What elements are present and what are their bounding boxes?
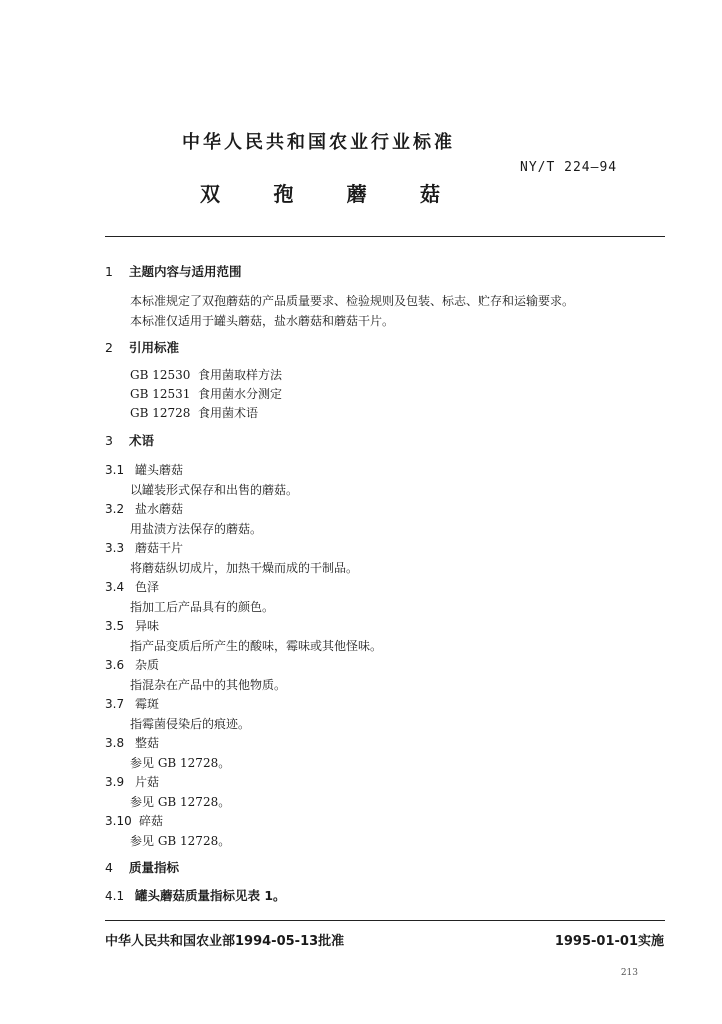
reference-item [130, 385, 282, 402]
term-heading [105, 695, 159, 712]
subsection-text: 罐头蘑菇质量指标见表 1。 [135, 888, 286, 903]
term-name: 片菇 [135, 775, 160, 789]
approval-date: 中华人民共和国农业部1994-05-13批准 [105, 934, 345, 949]
term-heading [105, 578, 159, 595]
term-definition: 指加工后产品具有的颜色。 [130, 600, 275, 614]
term-definition: 指混杂在产品中的其他物质。 [130, 678, 287, 692]
reference-code: GB 12530 [130, 368, 191, 382]
term-definition: 指霉菌侵染后的痕迹。 [130, 717, 251, 731]
header-rule [105, 236, 665, 237]
term-number: 3.8 [105, 736, 125, 750]
term-name: 蘑菇干片 [135, 541, 184, 555]
standard-header: 中华人民共和国农业行业标准 [182, 132, 455, 153]
section-3-heading [105, 431, 154, 449]
term-name: 色泽 [135, 580, 160, 594]
term-name: 异味 [135, 619, 160, 633]
section-title: 质量指标 [129, 860, 180, 875]
term-heading [105, 461, 183, 478]
section-number: 2 [105, 340, 113, 355]
reference-name: 食用菌术语 [198, 406, 259, 420]
term-number: 3.1 [105, 463, 125, 477]
term-number: 3.2 [105, 502, 125, 516]
section-4-heading [105, 858, 179, 876]
reference-code: GB 12531 [130, 387, 191, 401]
term-definition: 参见 GB 12728。 [130, 834, 231, 848]
term-name: 整菇 [135, 736, 160, 750]
term-number: 3.3 [105, 541, 125, 555]
term-name: 碎菇 [139, 814, 164, 828]
subsection-number: 4.1 [105, 889, 125, 903]
term-name: 杂质 [135, 658, 160, 672]
term-heading [105, 812, 163, 829]
term-number: 3.10 [105, 814, 132, 828]
term-heading [105, 734, 159, 751]
term-number: 3.4 [105, 580, 125, 594]
subsection-4-1 [105, 886, 286, 904]
term-definition: 以罐装形式保存和出售的蘑菇。 [130, 483, 299, 497]
section-title: 主题内容与适用范围 [129, 264, 242, 279]
term-number: 3.7 [105, 697, 125, 711]
reference-item [130, 366, 282, 383]
term-number: 3.6 [105, 658, 125, 672]
term-heading [105, 500, 183, 517]
term-number: 3.9 [105, 775, 125, 789]
section-number: 1 [105, 264, 113, 279]
term-definition: 指产品变质后所产生的酸味，霉味或其他怪味。 [130, 639, 383, 653]
term-name: 盐水蘑菇 [135, 502, 184, 516]
term-heading [105, 617, 159, 634]
reference-name: 食用菌水分测定 [198, 387, 283, 401]
reference-code: GB 12728 [130, 406, 191, 420]
section-number: 3 [105, 433, 113, 448]
paragraph: 本标准仅适用于罐头蘑菇，盐水蘑菇和蘑菇干片。 [130, 314, 395, 328]
reference-name: 食用菌取样方法 [198, 368, 283, 382]
title-char: 孢 [273, 182, 294, 206]
term-name: 霉斑 [135, 697, 160, 711]
term-number: 3.5 [105, 619, 125, 633]
section-title: 术语 [129, 433, 155, 448]
term-definition: 参见 GB 12728。 [130, 756, 231, 770]
title-char: 蘑 [346, 182, 367, 206]
title-char: 菇 [419, 182, 440, 206]
term-heading [105, 773, 159, 790]
page-number: 213 [620, 968, 638, 978]
reference-item [130, 404, 258, 421]
footer-rule [105, 920, 665, 921]
term-definition: 参见 GB 12728。 [130, 795, 231, 809]
standard-code: NY/T 224—94 [520, 160, 618, 175]
document-title [200, 178, 440, 207]
term-name: 罐头蘑菇 [135, 463, 184, 477]
section-title: 引用标准 [129, 340, 180, 355]
term-heading [105, 656, 159, 673]
effective-date: 1995-01-01实施 [554, 934, 664, 949]
section-1-heading [105, 262, 242, 280]
section-number: 4 [105, 860, 113, 875]
term-definition: 将蘑菇纵切成片，加热干燥而成的干制品。 [130, 561, 359, 575]
term-heading [105, 539, 183, 556]
title-char: 双 [200, 182, 220, 206]
term-definition: 用盐渍方法保存的蘑菇。 [130, 522, 263, 536]
paragraph: 本标准规定了双孢蘑菇的产品质量要求、检验规则及包装、标志、贮存和运输要求。 [130, 294, 575, 308]
section-2-heading [105, 338, 179, 356]
